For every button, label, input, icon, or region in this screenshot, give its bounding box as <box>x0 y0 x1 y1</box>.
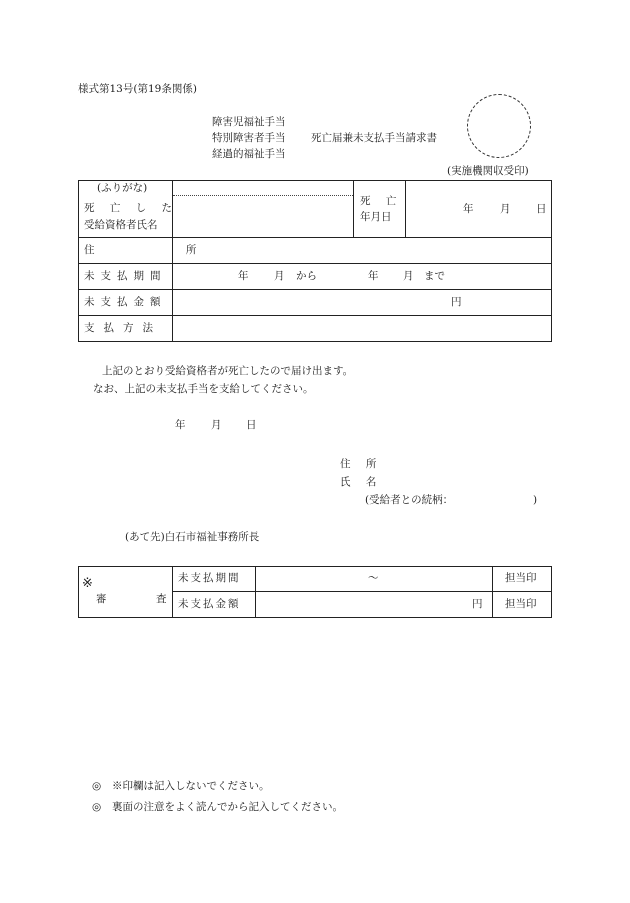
applicant-name-label: 氏 名 <box>340 476 383 488</box>
allowance-type-3: 経過的福祉手当 <box>212 148 286 160</box>
applicant-address-label: 住 所 <box>340 458 383 470</box>
deceased-label-2: 受給資格者氏名 <box>84 219 158 231</box>
death-month-label: 月 <box>500 203 511 215</box>
period-from-label: から <box>296 270 317 282</box>
death-day-label: 日 <box>536 203 547 215</box>
death-date-label-2: 年月日 <box>360 211 392 223</box>
note-2-text: 裏面の注意をよく読んでから記入してください。 <box>112 801 343 813</box>
review-table-border <box>78 566 552 618</box>
note-1-text: ※印欄は記入しないでください。 <box>112 780 270 792</box>
date-year-label: 年 <box>175 419 186 431</box>
furigana-label: (ふりがな) <box>97 182 148 194</box>
review-period-label: 未支払期間 <box>178 572 241 584</box>
note-1-bullet: ◎ <box>92 780 102 792</box>
date-day-label: 日 <box>246 419 257 431</box>
statement-line-1: 上記のとおり受給資格者が死亡したので届け出ます。 <box>102 365 354 377</box>
period-end-year: 年 <box>368 270 379 282</box>
period-end-month: 月 <box>403 270 414 282</box>
stamp-label-2: 担当印 <box>505 598 537 610</box>
review-mark: ※ <box>82 576 93 591</box>
relation-label: (受給者との続柄： <box>365 494 454 506</box>
note-2-bullet: ◎ <box>92 801 102 813</box>
statement-line-2: なお、上記の未支払手当を支給してください。 <box>93 383 314 395</box>
review-amount-label: 未支払金額 <box>178 598 241 610</box>
deceased-name-field[interactable] <box>173 196 353 237</box>
unpaid-amount-field[interactable] <box>173 290 552 315</box>
unpaid-period-label: 未支払期間 <box>84 270 167 282</box>
period-start-year: 年 <box>238 270 249 282</box>
address-field[interactable] <box>173 238 552 263</box>
payment-method-field[interactable] <box>173 316 552 342</box>
seal-caption: (実施機関収受印) <box>447 165 529 177</box>
form-title: 死亡届兼未支払手当請求書 <box>311 132 437 144</box>
reception-seal-circle <box>467 94 531 158</box>
stamp-label-1: 担当印 <box>505 572 537 584</box>
death-year-label: 年 <box>463 203 474 215</box>
form-number: 様式第13号(第19条関係) <box>78 83 197 95</box>
amount-yen-label: 円 <box>451 296 462 308</box>
date-month-label: 月 <box>211 419 222 431</box>
allowance-type-1: 障害児福祉手当 <box>212 116 286 128</box>
address-label: 住 所 <box>84 244 241 256</box>
death-date-label-1: 死 亡 <box>360 195 403 207</box>
review-label-2: 査 <box>156 593 167 605</box>
review-period-tilde: ～ <box>368 572 379 584</box>
relation-close: ) <box>533 494 538 506</box>
period-start-month: 月 <box>274 270 285 282</box>
unpaid-amount-label: 未支払金額 <box>84 296 167 308</box>
period-until-label: まで <box>424 270 445 282</box>
addressee: (あて先)白石市福祉事務所長 <box>125 531 260 543</box>
allowance-type-2: 特別障害者手当 <box>212 132 286 144</box>
payment-method-label: 支払方法 <box>84 322 162 334</box>
review-label-1: 審 <box>96 593 107 605</box>
review-yen-label: 円 <box>472 598 483 610</box>
deceased-label-1: 死 亡 し た <box>84 202 179 214</box>
